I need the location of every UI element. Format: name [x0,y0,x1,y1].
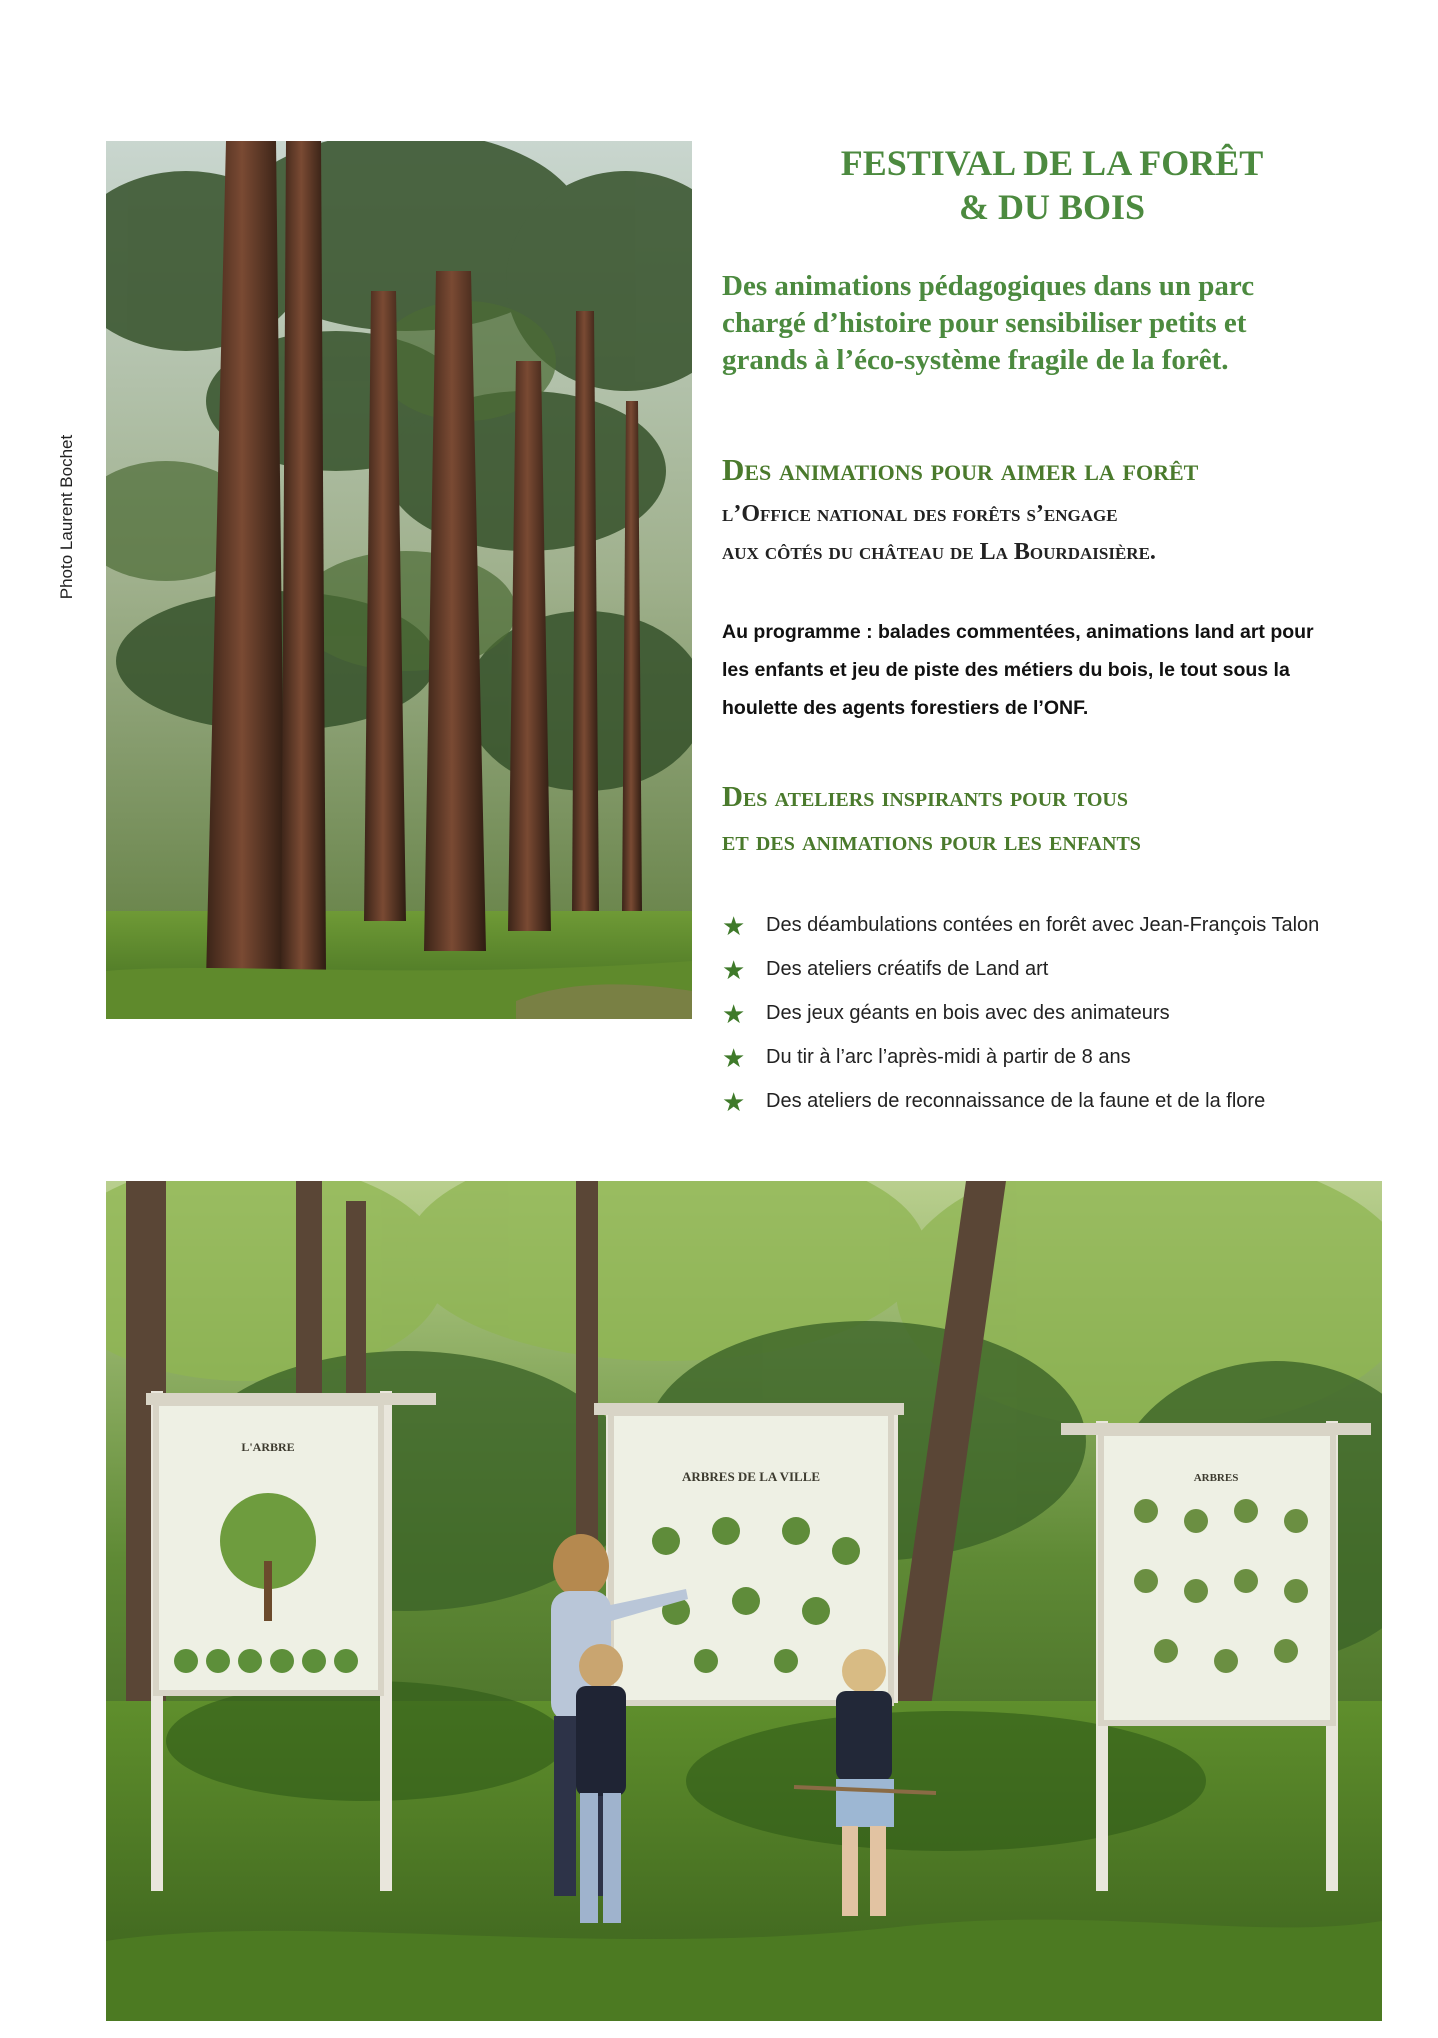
panel-3-label: ARBRES [1193,1472,1239,1484]
family-reading-forest-panels-photo [106,1181,1382,2021]
festival-title-line-2: & DU BOIS [958,187,1146,227]
activity-list [722,903,1402,1123]
panel-1-label: L'ARBRE [241,1440,295,1454]
list-item [722,1079,1402,1123]
forest-tall-trees-photo [106,141,692,1019]
program-paragraph [722,613,1382,727]
onf-subheading-line-1: l’Office national des forêts s’engage [722,501,1118,527]
ateliers-heading-line-1: Des ateliers inspirants pour tous [722,781,1128,813]
list-item-text: Du tir à l’arc l’après-midi à partir de 8 ans [766,1046,1131,1068]
program-line-1: Au programme : balades commentées, animations land art pour [722,621,1314,643]
panel-2-label: ARBRES DE LA VILLE [681,1469,821,1484]
star-icon: ★ [722,999,746,1029]
section-heading-animations: Des animations pour aimer la forêt [722,452,1199,487]
star-icon: ★ [722,911,746,941]
list-item-text: Des ateliers créatifs de Land art [766,958,1049,980]
photo-credit: Photo Laurent Bochet [57,434,76,600]
list-item [722,991,1402,1035]
star-icon: ★ [722,1087,746,1117]
program-line-2: les enfants et jeu de piste des métiers du bois, le tout sous la [722,659,1290,681]
festival-title-line-1: FESTIVAL DE LA FORÊT [840,143,1264,183]
festival-title [722,141,1382,229]
list-item [722,1035,1402,1079]
program-line-3: houlette des agents forestiers de l’ONF. [722,697,1089,719]
intro-line-1: Des animations pédagogiques dans un parc [722,270,1255,302]
intro-line-3: grands à l’éco-système fragile de la forêt. [722,344,1229,376]
list-item-text: Des ateliers de reconnaissance de la faune et de la flore [766,1090,1266,1112]
star-icon: ★ [722,955,746,985]
intro-line-2: chargé d’histoire pour sensibiliser petits et [722,307,1247,339]
star-icon: ★ [722,1043,746,1073]
list-item [722,947,1402,991]
intro-paragraph [722,268,1382,379]
onf-subheading-line-2: aux côtés du château de La Bourdaisière. [722,539,1156,565]
section-heading-ateliers [722,775,1412,863]
list-item [722,903,1402,947]
ateliers-heading-line-2: et des animations pour les enfants [722,825,1141,857]
list-item-text: Des déambulations contées en forêt avec Jean-François Talon [766,914,1320,936]
list-item-text: Des jeux géants en bois avec des animateurs [766,1002,1170,1024]
